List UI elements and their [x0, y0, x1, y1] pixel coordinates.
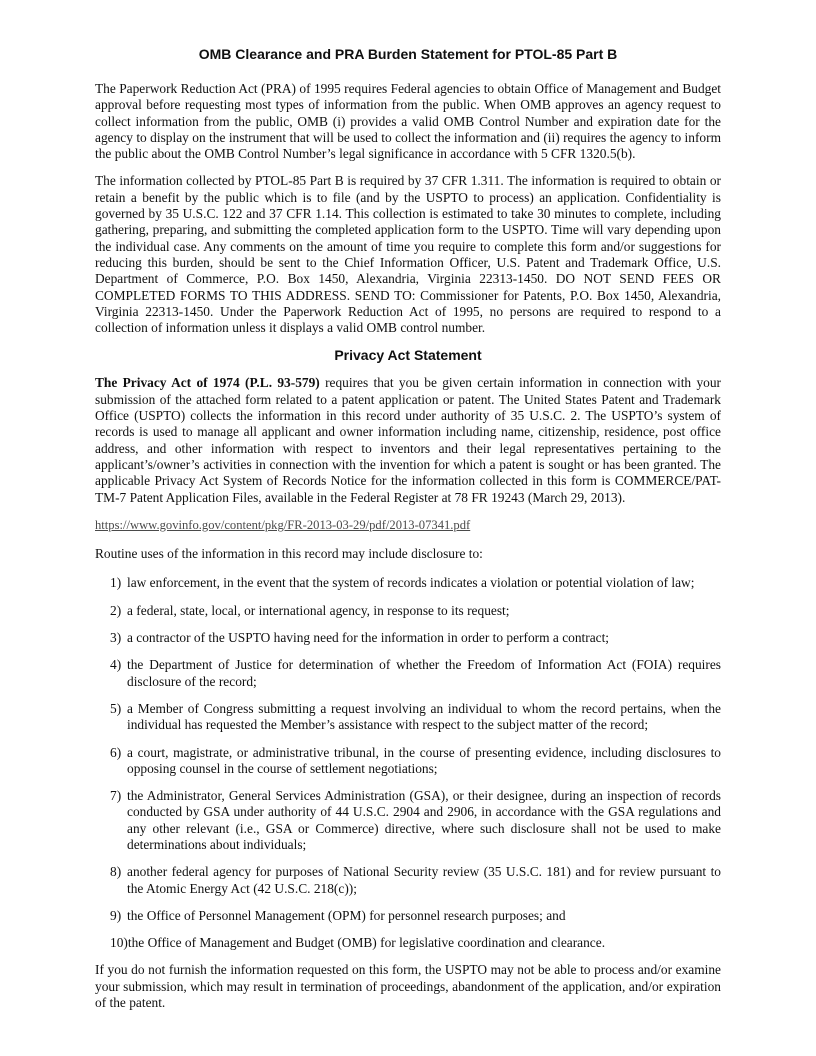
- privacy-paragraph-body: requires that you be given certain information in connection with your submission of the attached form related to a patent application or patent. The United States Patent and Trademark Office (USPTO) collects the information in this record under authority of 35 U.S.C. 2. The USPTO’s system of records is used to manage all applicant and owner information including name, citizenship, residence, post office address, and other information with respect to inventors and their legal representatives pertaining to the applicant’s/owner’s activities in connection with the invention for which a patent is sought or has been granted. The applicable Privacy Act System of Records Notice for the information collected in this form is COMMERCE/PAT-TM-7 Patent Application Files, available in the Federal Register at 78 FR 19243 (March 29, 2013).: [95, 375, 721, 505]
- pra-paragraph-2: The information collected by PTOL-85 Part B is required by 37 CFR 1.311. The information is required to obtain or retain a benefit by the public which is to file (and by the USPTO to process) an application. Confidentiality is governed by 35 U.S.C. 122 and 37 CFR 1.14. This collection is estimated to take 30 minutes to complete, including gathering, preparing, and submitting the completed application form to the USPTO. Time will vary depending upon the individual case. Any comments on the amount of time you require to complete this form and/or suggestions for reducing this burden, should be sent to the Chief Information Officer, U.S. Patent and Trademark Office, U.S. Department of Commerce, P.O. Box 1450, Alexandria, Virginia 22313-1450. DO NOT SEND FEES OR COMPLETED FORMS TO THIS ADDRESS. SEND TO: Commissioner for Patents, P.O. Box 1450, Alexandria, Virginia 22313-1450. Under the Paperwork Reduction Act of 1995, no persons are required to respond to a collection of information unless it displays a valid OMB control number.: [95, 173, 721, 336]
- routine-use-item: [95, 788, 721, 853]
- list-item-number: 10): [110, 935, 128, 951]
- list-item-number: 2): [110, 602, 122, 618]
- routine-use-item: [95, 935, 721, 951]
- document-title: OMB Clearance and PRA Burden Statement for PTOL-85 Part B: [198, 46, 618, 62]
- routine-use-item: [95, 657, 721, 690]
- routine-use-item: [95, 575, 721, 591]
- routine-use-item: [95, 603, 721, 619]
- list-item-text: the Administrator, General Services Administration (GSA), or their designee, during an inspection of records conducted by GSA under authority of 44 U.S.C. 2904 and 2906, in accordance with the GSA regulations and any other relevant (i.e., GSA or Commerce) directive, where such disclosure shall not be used to make determinations about individuals;: [127, 788, 721, 852]
- list-item-text: the Office of Management and Budget (OMB) for legislative coordination and clearance.: [127, 935, 606, 951]
- federal-register-link[interactable]: https://www.govinfo.gov/content/pkg/FR-2013-03-29/pdf/2013-07341.pdf: [95, 517, 471, 532]
- closing-paragraph: If you do not furnish the information requested on this form, the USPTO may not be able to process and/or examine your submission, which may result in termination of proceedings, abandonment of the application, and/or expiration of the patent.: [95, 962, 721, 1011]
- list-item-number: 1): [110, 575, 122, 591]
- routine-use-item: [95, 630, 721, 646]
- list-item-text: a contractor of the USPTO having need for the information in order to perform a contract;: [127, 630, 610, 646]
- list-item-text: a Member of Congress submitting a request involving an individual to whom the record pertains, when the individual has requested the Member’s assistance with respect to the subject matter of the record;: [127, 700, 721, 733]
- list-item-number: 9): [110, 907, 122, 923]
- list-item-number: 6): [110, 744, 122, 760]
- routine-use-item: [95, 864, 721, 897]
- list-item-number: 8): [110, 864, 122, 880]
- list-item-number: 5): [110, 700, 122, 716]
- pra-paragraph-1: The Paperwork Reduction Act (PRA) of 1995 requires Federal agencies to obtain Office of Management and Budget approval before requesting most types of information from the public. When OMB approves an agency request to collect information from the public, OMB (i) provides a valid OMB Control Number and expiration date for the agency to display on the instrument that will be used to collect the information and (ii) requires the agency to inform the public about the OMB Control Number’s legal significance in accordance with 5 CFR 1320.5(b).: [95, 81, 721, 162]
- privacy-act-heading: Privacy Act Statement: [334, 347, 482, 364]
- routine-use-item: [95, 745, 721, 778]
- list-item-text: the Office of Personnel Management (OPM) for personnel research purposes; and: [127, 907, 566, 923]
- routine-uses-intro: Routine uses of the information in this record may include disclosure to:: [95, 546, 483, 562]
- privacy-paragraph: [95, 375, 721, 505]
- list-item-text: a federal, state, local, or international agency, in response to its request;: [127, 602, 510, 618]
- routine-use-item: [95, 701, 721, 734]
- privacy-act-bold-lead: The Privacy Act of 1974 (P.L. 93-579): [95, 375, 320, 391]
- routine-uses-list: [95, 575, 721, 951]
- list-item-text: a court, magistrate, or administrative tribunal, in the course of presenting evidence, including disclosures to opposing counsel in the course of settlement negotiations;: [127, 744, 721, 776]
- list-item-text: the Department of Justice for determination of whether the Freedom of Information Act (FOIA) requires disclosure of the record;: [127, 657, 721, 689]
- list-item-number: 3): [110, 630, 122, 646]
- list-item-number: 4): [110, 657, 122, 673]
- list-item-text: another federal agency for purposes of National Security review (35 U.S.C. 181) and for review pursuant to the Atomic Energy Act (42 U.S.C. 218(c));: [127, 864, 721, 896]
- list-item-text: law enforcement, in the event that the system of records indicates a violation or potential violation of law;: [127, 575, 695, 591]
- routine-use-item: [95, 908, 721, 924]
- list-item-number: 7): [110, 788, 122, 804]
